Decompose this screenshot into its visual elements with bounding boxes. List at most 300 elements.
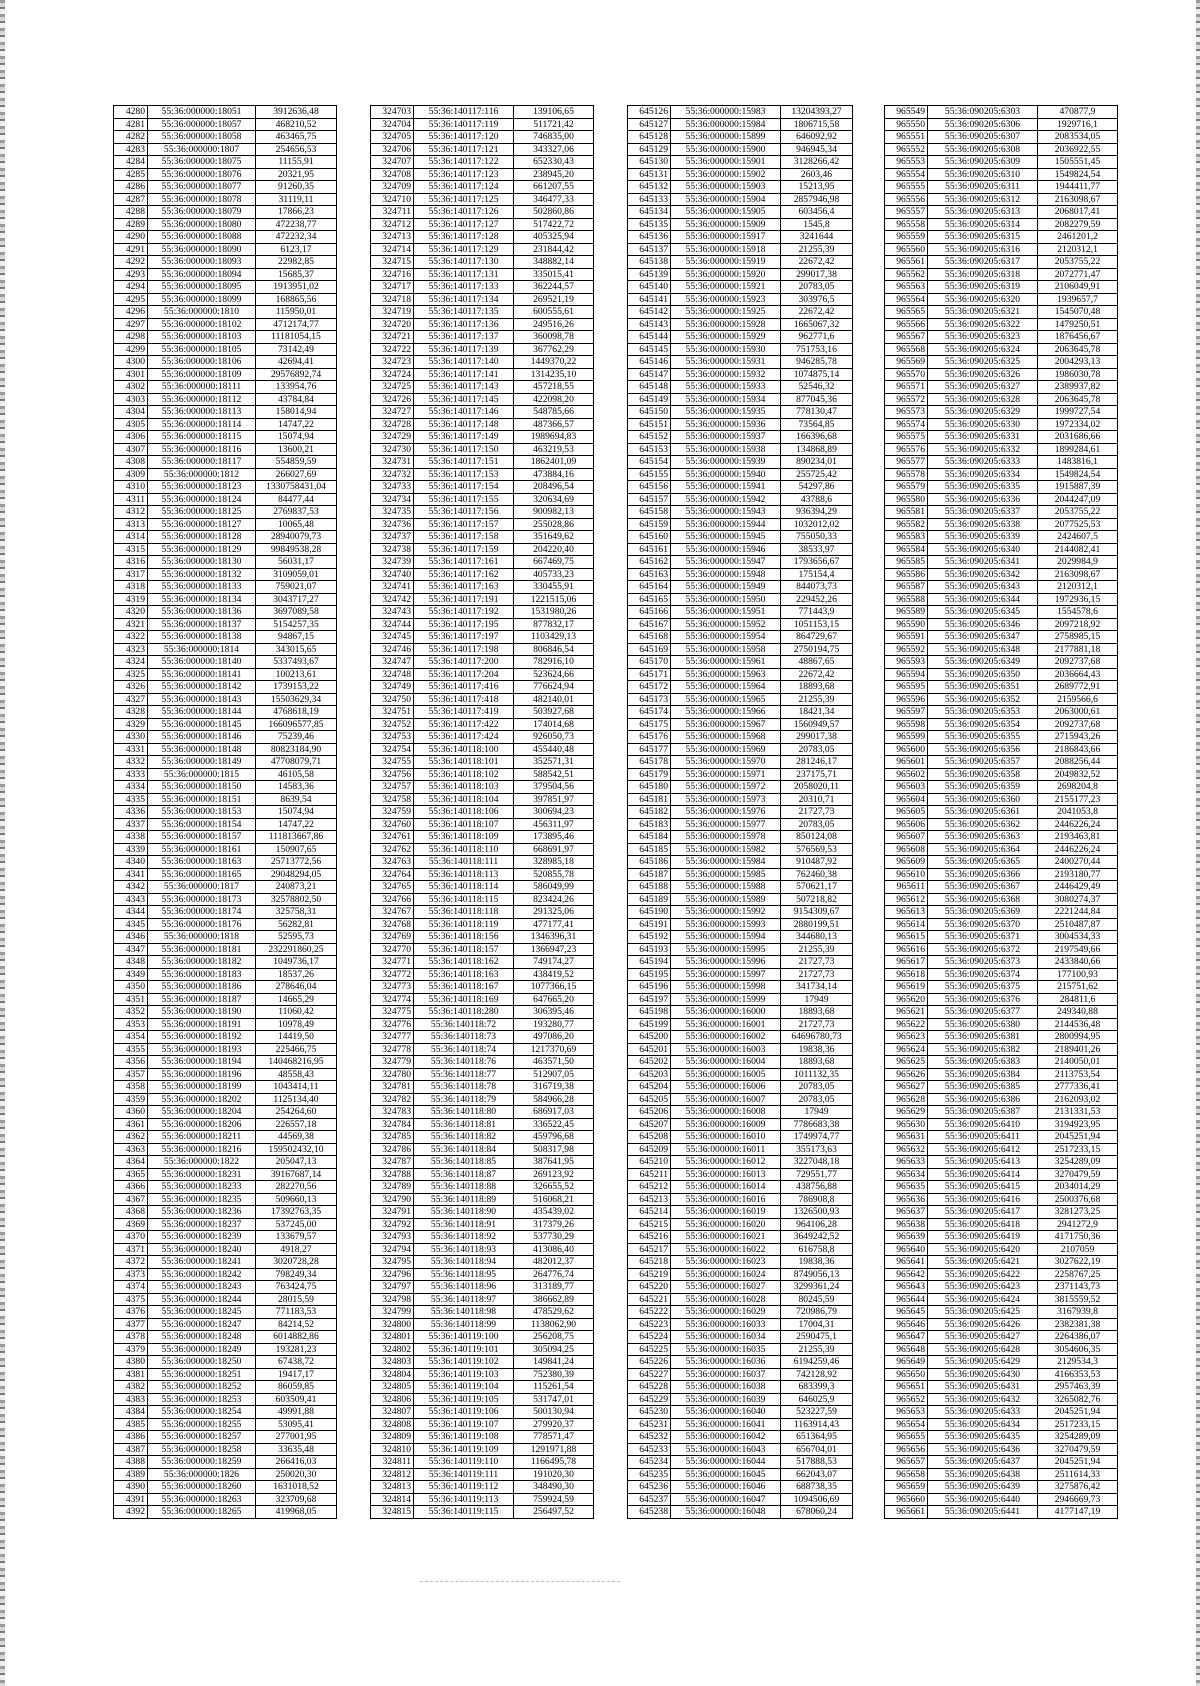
table-row xyxy=(628,868,853,881)
row-number-cell: 4307 xyxy=(114,443,148,456)
value-cell: 3254289,09 xyxy=(1038,1431,1118,1444)
table-row xyxy=(885,1406,1118,1419)
table-row xyxy=(114,143,337,156)
cadastral-number-cell: 55:36:000000:15969 xyxy=(671,743,781,756)
row-number-cell: 645153 xyxy=(628,443,671,456)
cadastral-number-cell: 55:36:000000:16014 xyxy=(671,1181,781,1194)
table-row xyxy=(371,1418,594,1431)
table-row xyxy=(114,968,337,981)
value-cell: 21255,39 xyxy=(781,943,853,956)
cadastral-number-cell: 55:36:000000:16046 xyxy=(671,1481,781,1494)
value-cell: 300694,23 xyxy=(514,806,594,819)
table-row xyxy=(885,1268,1118,1281)
table-row xyxy=(114,293,337,306)
table-row xyxy=(371,168,594,181)
value-cell: 2045251,94 xyxy=(1038,1456,1118,1469)
value-cell: 174014,68 xyxy=(514,718,594,731)
row-number-cell: 965612 xyxy=(885,893,928,906)
cadastral-number-cell: 55:36:000000:15936 xyxy=(671,418,781,431)
table-row xyxy=(114,1081,337,1094)
value-cell: 1876456,67 xyxy=(1038,331,1118,344)
cadastral-number-cell: 55:36:000000:18204 xyxy=(148,1106,256,1119)
table-row xyxy=(885,893,1118,906)
table-row xyxy=(371,1068,594,1081)
value-cell: 1094506,69 xyxy=(781,1493,853,1506)
value-cell: 31119,11 xyxy=(256,193,337,206)
table-row xyxy=(628,418,853,431)
cadastral-number-cell: 55:36:000000:18252 xyxy=(148,1381,256,1394)
cadastral-number-cell: 55:36:000000:15952 xyxy=(671,618,781,631)
table-row xyxy=(371,1031,594,1044)
row-number-cell: 4290 xyxy=(114,231,148,244)
table-row xyxy=(371,1506,594,1519)
row-number-cell: 645212 xyxy=(628,1181,671,1194)
row-number-cell: 965609 xyxy=(885,856,928,869)
row-number-cell: 645222 xyxy=(628,1306,671,1319)
row-number-cell: 965639 xyxy=(885,1231,928,1244)
cadastral-number-cell: 55:36:000000:16020 xyxy=(671,1218,781,1231)
value-cell: 1929716,1 xyxy=(1038,118,1118,131)
value-cell: 2036922,55 xyxy=(1038,143,1118,156)
cadastral-number-cell: 55:36:090205:6387 xyxy=(928,1106,1038,1119)
row-number-cell: 4318 xyxy=(114,581,148,594)
table-row xyxy=(371,1493,594,1506)
row-number-cell: 324741 xyxy=(371,581,414,594)
row-number-cell: 324710 xyxy=(371,193,414,206)
cadastral-number-cell: 55:36:000000:15919 xyxy=(671,256,781,269)
cadastral-number-cell: 55:36:140117:136 xyxy=(414,318,514,331)
value-cell: 17949 xyxy=(781,993,853,1006)
table-row xyxy=(371,1156,594,1169)
row-number-cell: 324746 xyxy=(371,643,414,656)
row-number-cell: 4359 xyxy=(114,1093,148,1106)
value-cell: 22982,85 xyxy=(256,256,337,269)
cadastral-number-cell: 55:36:000000:16045 xyxy=(671,1468,781,1481)
table-row xyxy=(114,643,337,656)
row-number-cell: 965593 xyxy=(885,656,928,669)
cadastral-number-cell: 55:36:090205:6428 xyxy=(928,1343,1038,1356)
row-number-cell: 965559 xyxy=(885,231,928,244)
cadastral-number-cell: 55:36:000000:15938 xyxy=(671,443,781,456)
cadastral-number-cell: 55:36:000000:18157 xyxy=(148,831,256,844)
table-row xyxy=(114,868,337,881)
cadastral-number-cell: 55:36:000000:16033 xyxy=(671,1318,781,1331)
value-cell: 346477,33 xyxy=(514,193,594,206)
row-number-cell: 965556 xyxy=(885,193,928,206)
cadastral-number-cell: 55:36:000000:18127 xyxy=(148,518,256,531)
cadastral-number-cell: 55:36:000000:18239 xyxy=(148,1231,256,1244)
table-row xyxy=(114,618,337,631)
row-number-cell: 645217 xyxy=(628,1243,671,1256)
cadastral-number-cell: 55:36:140119:103 xyxy=(414,1368,514,1381)
table-row xyxy=(371,856,594,869)
cadastral-number-cell: 55:36:000000:15976 xyxy=(671,806,781,819)
table-row xyxy=(371,1093,594,1106)
row-number-cell: 965605 xyxy=(885,806,928,819)
cadastral-number-cell: 55:36:000000:18260 xyxy=(148,1481,256,1494)
row-number-cell: 4321 xyxy=(114,618,148,631)
row-number-cell: 645228 xyxy=(628,1381,671,1394)
table-row xyxy=(114,1193,337,1206)
table-row xyxy=(628,1193,853,1206)
row-number-cell: 4347 xyxy=(114,943,148,956)
table-row xyxy=(628,1456,853,1469)
value-cell: 786908,8 xyxy=(781,1193,853,1206)
value-cell: 7786683,38 xyxy=(781,1118,853,1131)
table-row xyxy=(114,1343,337,1356)
cadastral-number-cell: 55:36:000000:16042 xyxy=(671,1431,781,1444)
row-number-cell: 965583 xyxy=(885,531,928,544)
row-number-cell: 965576 xyxy=(885,443,928,456)
cadastral-number-cell: 55:36:090205:6373 xyxy=(928,956,1038,969)
value-cell: 1166495,78 xyxy=(514,1456,594,1469)
row-number-cell: 645199 xyxy=(628,1018,671,1031)
cadastral-number-cell: 55:36:140119:111 xyxy=(414,1468,514,1481)
cadastral-number-cell: 55:36:090205:6382 xyxy=(928,1043,1038,1056)
table-row xyxy=(885,1331,1118,1344)
table-row xyxy=(371,1293,594,1306)
row-number-cell: 645160 xyxy=(628,531,671,544)
table-row xyxy=(885,143,1118,156)
value-cell: 238945,20 xyxy=(514,168,594,181)
cadastral-number-cell: 55:36:000000:18094 xyxy=(148,268,256,281)
table-row xyxy=(885,431,1118,444)
table-row xyxy=(114,1468,337,1481)
value-cell: 4768618,19 xyxy=(256,706,337,719)
row-number-cell: 324729 xyxy=(371,431,414,444)
cadastral-number-cell: 55:36:090205:6383 xyxy=(928,1056,1038,1069)
row-number-cell: 324786 xyxy=(371,1143,414,1156)
row-number-cell: 965643 xyxy=(885,1281,928,1294)
cadastral-number-cell: 55:36:090205:6368 xyxy=(928,893,1038,906)
cadastral-number-cell: 55:36:140118:118 xyxy=(414,906,514,919)
table-row xyxy=(371,368,594,381)
row-number-cell: 645187 xyxy=(628,868,671,881)
row-number-cell: 645178 xyxy=(628,756,671,769)
cadastral-number-cell: 55:36:000000:15899 xyxy=(671,131,781,144)
cadastral-number-cell: 55:36:000000:18216 xyxy=(148,1143,256,1156)
cadastral-number-cell: 55:36:140117:158 xyxy=(414,531,514,544)
row-number-cell: 324781 xyxy=(371,1081,414,1094)
value-cell: 2083534,05 xyxy=(1038,131,1118,144)
table-row xyxy=(628,1206,853,1219)
row-number-cell: 4370 xyxy=(114,1231,148,1244)
row-number-cell: 645189 xyxy=(628,893,671,906)
cadastral-number-cell: 55:36:000000:15946 xyxy=(671,543,781,556)
cadastral-number-cell: 55:36:140118:82 xyxy=(414,1131,514,1144)
value-cell: 4712174,77 xyxy=(256,318,337,331)
table-row xyxy=(114,1493,337,1506)
row-number-cell: 324785 xyxy=(371,1131,414,1144)
row-number-cell: 324707 xyxy=(371,156,414,169)
value-cell: 478529,62 xyxy=(514,1306,594,1319)
table-row xyxy=(371,243,594,256)
value-cell: 1549824,54 xyxy=(1038,168,1118,181)
row-number-cell: 4306 xyxy=(114,431,148,444)
value-cell: 1739153,22 xyxy=(256,681,337,694)
table-row xyxy=(114,381,337,394)
value-cell: 2941272,9 xyxy=(1038,1218,1118,1231)
row-number-cell: 324743 xyxy=(371,606,414,619)
row-number-cell: 965582 xyxy=(885,518,928,531)
cadastral-number-cell: 55:36:000000:15985 xyxy=(671,868,781,881)
cadastral-number-cell: 55:36:090205:6345 xyxy=(928,606,1038,619)
row-number-cell: 965622 xyxy=(885,1018,928,1031)
cadastral-number-cell: 55:36:000000:15988 xyxy=(671,881,781,894)
table-row xyxy=(628,1318,853,1331)
cadastral-number-cell: 55:36:140118:92 xyxy=(414,1231,514,1244)
row-number-cell: 645214 xyxy=(628,1206,671,1219)
cadastral-number-cell: 55:36:000000:18114 xyxy=(148,418,256,431)
row-number-cell: 324708 xyxy=(371,168,414,181)
table-row xyxy=(371,181,594,194)
cadastral-number-cell: 55:36:000000:15997 xyxy=(671,968,781,981)
value-cell: 2106049,91 xyxy=(1038,281,1118,294)
cadastral-number-cell: 55:36:090205:6351 xyxy=(928,681,1038,694)
cadastral-number-cell: 55:36:140117:124 xyxy=(414,181,514,194)
table-row xyxy=(628,818,853,831)
cadastral-number-cell: 55:36:140117:129 xyxy=(414,243,514,256)
table-row xyxy=(628,668,853,681)
row-number-cell: 645224 xyxy=(628,1331,671,1344)
table-row xyxy=(114,393,337,406)
table-row xyxy=(885,1481,1118,1494)
row-number-cell: 324776 xyxy=(371,1018,414,1031)
table-row xyxy=(114,956,337,969)
value-cell: 44569,38 xyxy=(256,1131,337,1144)
row-number-cell: 645139 xyxy=(628,268,671,281)
table-row xyxy=(628,618,853,631)
row-number-cell: 4375 xyxy=(114,1293,148,1306)
row-number-cell: 645192 xyxy=(628,931,671,944)
table-row xyxy=(114,718,337,731)
value-cell: 323709,68 xyxy=(256,1493,337,1506)
cadastral-number-cell: 55:36:140117:123 xyxy=(414,168,514,181)
table-row xyxy=(371,881,594,894)
value-cell: 4171750,36 xyxy=(1038,1231,1118,1244)
row-number-cell: 965607 xyxy=(885,831,928,844)
value-cell: 503927,68 xyxy=(514,706,594,719)
row-number-cell: 4369 xyxy=(114,1218,148,1231)
row-number-cell: 324783 xyxy=(371,1106,414,1119)
cadastral-number-cell: 55:36:090205:6411 xyxy=(928,1131,1038,1144)
row-number-cell: 324733 xyxy=(371,481,414,494)
cadastral-number-cell: 55:36:000000:16012 xyxy=(671,1156,781,1169)
row-number-cell: 965590 xyxy=(885,618,928,631)
cadastral-number-cell: 55:36:090205:6344 xyxy=(928,593,1038,606)
value-cell: 3815559,52 xyxy=(1038,1293,1118,1306)
value-cell: 438756,88 xyxy=(781,1181,853,1194)
row-number-cell: 4385 xyxy=(114,1418,148,1431)
table-row xyxy=(114,368,337,381)
value-cell: 2140050,01 xyxy=(1038,1056,1118,1069)
row-number-cell: 645155 xyxy=(628,468,671,481)
cadastral-number-cell: 55:36:000000:18113 xyxy=(148,406,256,419)
table-row xyxy=(885,781,1118,794)
row-number-cell: 965656 xyxy=(885,1443,928,1456)
table-row xyxy=(114,1356,337,1369)
table-row xyxy=(114,781,337,794)
cadastral-number-cell: 55:36:000000:15930 xyxy=(671,343,781,356)
cadastral-number-cell: 55:36:000000:15999 xyxy=(671,993,781,1006)
row-number-cell: 645226 xyxy=(628,1356,671,1369)
row-number-cell: 645185 xyxy=(628,843,671,856)
value-cell: 2197549,66 xyxy=(1038,943,1118,956)
row-number-cell: 645205 xyxy=(628,1093,671,1106)
row-number-cell: 965640 xyxy=(885,1243,928,1256)
cadastral-number-cell: 55:36:090205:6418 xyxy=(928,1218,1038,1231)
value-cell: 215751,62 xyxy=(1038,981,1118,994)
cadastral-number-cell: 55:36:090205:6338 xyxy=(928,518,1038,531)
value-cell: 2129534,3 xyxy=(1038,1356,1118,1369)
row-number-cell: 645193 xyxy=(628,943,671,956)
cadastral-number-cell: 55:36:000000:18182 xyxy=(148,956,256,969)
table-row xyxy=(371,1431,594,1444)
table-row xyxy=(885,1193,1118,1206)
value-cell: 29048294,05 xyxy=(256,868,337,881)
cadastral-number-cell: 55:36:090205:6340 xyxy=(928,543,1038,556)
row-number-cell: 965644 xyxy=(885,1293,928,1306)
value-cell: 269123,92 xyxy=(514,1168,594,1181)
cadastral-number-cell: 55:36:090205:6309 xyxy=(928,156,1038,169)
value-cell: 84477,44 xyxy=(256,493,337,506)
cadastral-number-cell: 55:36:000000:18109 xyxy=(148,368,256,381)
value-cell: 2800994,95 xyxy=(1038,1031,1118,1044)
value-cell: 21255,39 xyxy=(781,693,853,706)
value-cell: 517422,72 xyxy=(514,218,594,231)
table-row xyxy=(885,131,1118,144)
value-cell: 473884,16 xyxy=(514,468,594,481)
table-row xyxy=(885,481,1118,494)
cadastral-number-cell: 55:36:000000:15949 xyxy=(671,581,781,594)
row-number-cell: 965653 xyxy=(885,1406,928,1419)
row-number-cell: 4345 xyxy=(114,918,148,931)
cadastral-number-cell: 55:36:090205:6380 xyxy=(928,1018,1038,1031)
value-cell: 782916,10 xyxy=(514,656,594,669)
table-row xyxy=(114,331,337,344)
value-cell: 4918,27 xyxy=(256,1243,337,1256)
cadastral-number-cell: 55:36:000000:16035 xyxy=(671,1343,781,1356)
cadastral-number-cell: 55:36:000000:1815 xyxy=(148,768,256,781)
table-row xyxy=(628,1331,853,1344)
table-row xyxy=(114,531,337,544)
cadastral-number-cell: 55:36:000000:16010 xyxy=(671,1131,781,1144)
table-row xyxy=(885,106,1118,119)
table-row xyxy=(628,1281,853,1294)
value-cell: 352571,31 xyxy=(514,756,594,769)
value-cell: 523227,59 xyxy=(781,1406,853,1419)
row-number-cell: 324756 xyxy=(371,768,414,781)
table-row xyxy=(114,1043,337,1056)
value-cell: 18421,34 xyxy=(781,706,853,719)
cadastral-number-cell: 55:36:000000:15921 xyxy=(671,281,781,294)
value-cell: 877832,17 xyxy=(514,618,594,631)
row-number-cell: 324726 xyxy=(371,393,414,406)
row-number-cell: 965608 xyxy=(885,843,928,856)
cadastral-number-cell: 55:36:140119:109 xyxy=(414,1443,514,1456)
table-row xyxy=(371,1343,594,1356)
row-number-cell: 4317 xyxy=(114,568,148,581)
value-cell: 508317,98 xyxy=(514,1143,594,1156)
table-row xyxy=(885,343,1118,356)
cadastral-number-cell: 55:36:090205:6414 xyxy=(928,1168,1038,1181)
table-row xyxy=(371,1218,594,1231)
value-cell: 2510487,87 xyxy=(1038,918,1118,931)
cadastral-number-cell: 55:36:140118:85 xyxy=(414,1156,514,1169)
cadastral-number-cell: 55:36:090205:6422 xyxy=(928,1268,1038,1281)
value-cell: 21727,73 xyxy=(781,1018,853,1031)
value-cell: 2155177,23 xyxy=(1038,793,1118,806)
table-row xyxy=(628,1306,853,1319)
row-number-cell: 645164 xyxy=(628,581,671,594)
cadastral-number-cell: 55:36:140117:148 xyxy=(414,418,514,431)
value-cell: 2068017,41 xyxy=(1038,206,1118,219)
value-cell: 22672,42 xyxy=(781,668,853,681)
table-row xyxy=(885,581,1118,594)
value-cell: 86059,85 xyxy=(256,1381,337,1394)
value-cell: 6123,17 xyxy=(256,243,337,256)
table-row xyxy=(114,1156,337,1169)
table-row xyxy=(371,543,594,556)
cadastral-number-cell: 55:36:000000:18206 xyxy=(148,1118,256,1131)
cadastral-number-cell: 55:36:140118:163 xyxy=(414,968,514,981)
table-row xyxy=(371,593,594,606)
row-number-cell: 965617 xyxy=(885,956,928,969)
row-number-cell: 324796 xyxy=(371,1268,414,1281)
cadastral-number-cell: 55:36:140117:157 xyxy=(414,518,514,531)
table-row xyxy=(628,843,853,856)
cadastral-number-cell: 55:36:140117:120 xyxy=(414,131,514,144)
value-cell: 250020,30 xyxy=(256,1468,337,1481)
value-cell: 52546,32 xyxy=(781,381,853,394)
value-cell: 1545,8 xyxy=(781,218,853,231)
cadastral-number-cell: 55:36:000000:18153 xyxy=(148,806,256,819)
table-row xyxy=(114,181,337,194)
cadastral-number-cell: 55:36:140117:141 xyxy=(414,368,514,381)
table-row xyxy=(628,581,853,594)
table-row xyxy=(885,381,1118,394)
table-row xyxy=(628,718,853,731)
table-row xyxy=(114,106,337,119)
cadastral-number-cell: 55:36:000000:15920 xyxy=(671,268,781,281)
row-number-cell: 965571 xyxy=(885,381,928,394)
row-number-cell: 324703 xyxy=(371,106,414,119)
value-cell: 755050,33 xyxy=(781,531,853,544)
cadastral-number-cell: 55:36:000000:16040 xyxy=(671,1406,781,1419)
cadastral-number-cell: 55:36:000000:16041 xyxy=(671,1418,781,1431)
cadastral-number-cell: 55:36:090205:6359 xyxy=(928,781,1038,794)
value-cell: 53095,41 xyxy=(256,1418,337,1431)
table-row xyxy=(885,956,1118,969)
value-cell: 249340,88 xyxy=(1038,1006,1118,1019)
table-row xyxy=(628,206,853,219)
value-cell: 463219,53 xyxy=(514,443,594,456)
row-number-cell: 4365 xyxy=(114,1168,148,1181)
table-row xyxy=(114,731,337,744)
cadastral-number-cell: 55:36:140117:195 xyxy=(414,618,514,631)
row-number-cell: 965655 xyxy=(885,1431,928,1444)
table-row xyxy=(628,1218,853,1231)
table-row xyxy=(114,568,337,581)
value-cell: 52595,73 xyxy=(256,931,337,944)
row-number-cell: 965562 xyxy=(885,268,928,281)
value-cell: 771443,9 xyxy=(781,606,853,619)
value-cell: 2698204,8 xyxy=(1038,781,1118,794)
table-row xyxy=(371,968,594,981)
table-row xyxy=(628,1031,853,1044)
cadastral-number-cell: 55:36:000000:18199 xyxy=(148,1081,256,1094)
value-cell: 502860,86 xyxy=(514,206,594,219)
